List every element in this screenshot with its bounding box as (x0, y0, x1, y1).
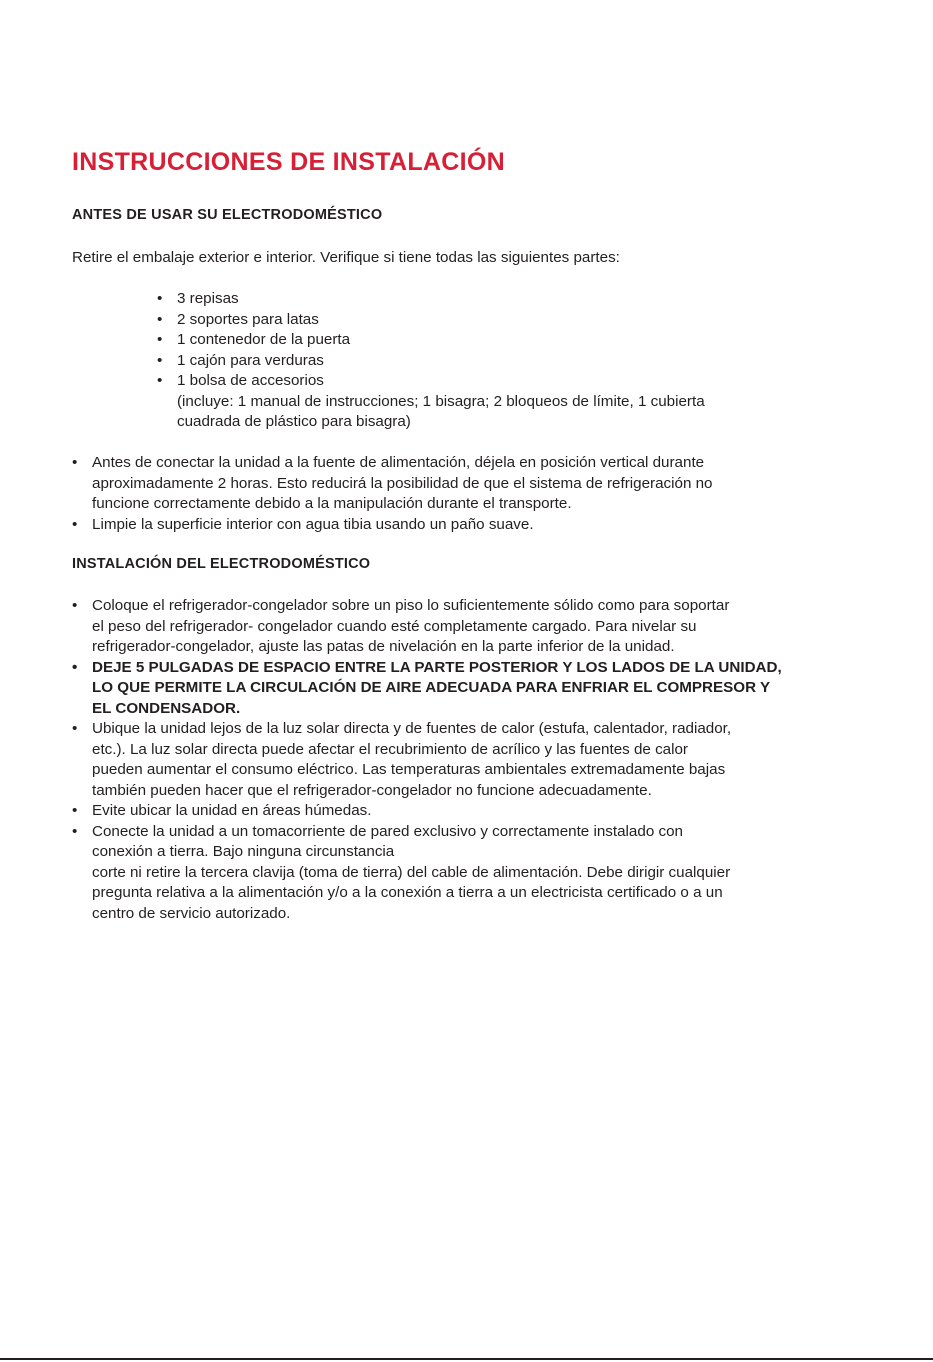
bullet-icon: • (157, 290, 163, 307)
list-item: • 1 bolsa de accesorios (incluye: 1 manual de instrucciones; 1 bisagra; 2 bloqueos de límite, 1 cubierta cuadrada de plástico para bisagra) (157, 371, 817, 433)
bottom-rule (0, 1358, 933, 1360)
accessories-note-line: cuadrada de plástico para bisagra) (177, 413, 411, 430)
bullet-icon: • (72, 822, 78, 840)
list-item: • Evite ubicar la unidad en áreas húmedas. (72, 801, 862, 822)
bullet-icon: • (72, 597, 78, 614)
bullet-icon: • (157, 372, 163, 389)
list-item: • Limpie la superficie interior con agua tibia usando un paño suave. (72, 515, 862, 536)
before-use-bullets (72, 453, 862, 535)
bullet-icon: • (72, 720, 78, 737)
bullet-icon: • (157, 310, 163, 328)
bullet-icon: • (72, 515, 78, 533)
list-item: • Conecte la unidad a un tomacorriente de pared exclusivo y correctamente instalado con conexión a tierra. Bajo ninguna circunstancia corte ni retire la tercera clavija (toma de tierra) del cable de alimentación. Debe dirigir cualquier pregunta relativa a la alimentación y/o a la conexión a tierra a un electricista certificado o a un centro de servicio autorizado. (72, 822, 731, 922)
intro-paragraph: Retire el embalaje exterior e interior. Verifique si tiene todas las siguientes partes: (72, 249, 620, 266)
page-title: INSTRUCCIONES DE INSTALACIÓN (72, 148, 505, 176)
section-heading-before-use: ANTES DE USAR SU ELECTRODOMÉSTICO (72, 207, 383, 223)
bullet-icon: • (157, 351, 163, 369)
bullet-icon: • (72, 658, 78, 676)
list-item: • Coloque el refrigerador-congelador sobre un piso lo suficientemente sólido como para soportar el peso del refrigerador- congelador cuando esté completamente cargado. Para nivelar su refrigerador-congelador, ajuste las patas de nivelación en la parte inferior de la unidad. (72, 597, 730, 655)
list-item: • 1 cajón para verduras (157, 351, 817, 372)
list-item-warning: • DEJE 5 PULGADAS DE ESPACIO ENTRE LA PARTE POSTERIOR Y LOS LADOS DE LA UNIDAD, LO QUE PERMITE LA CIRCULACIÓN DE AIRE ADECUADA PARA ENFRIAR EL COMPRESOR Y EL CONDENSADOR. (72, 658, 782, 717)
list-item: • 3 repisas (157, 289, 817, 310)
list-item: • 1 contenedor de la puerta (157, 330, 817, 351)
list-item: • Ubique la unidad lejos de la luz solar directa y de fuentes de calor (estufa, calentador, radiador, etc.). La luz solar directa puede afectar el recubrimiento de acrílico y las fuentes de calor pueden aumentar el consumo eléctrico. Las temperaturas ambientales extremadamente bajas también pueden hacer que el refrigerador-congelador no funcione adecuadamente. (72, 720, 732, 799)
parts-list (157, 289, 817, 433)
bullet-icon: • (72, 454, 78, 471)
bullet-icon: • (157, 331, 163, 348)
bullet-icon: • (72, 802, 78, 819)
section-heading-installation: INSTALACIÓN DEL ELECTRODOMÉSTICO (72, 556, 371, 572)
list-item: • Antes de conectar la unidad a la fuente de alimentación, déjela en posición vertical durante aproximadamente 2 horas. Esto reducirá la posibilidad de que el sistema de refrigeración no funcione correctamente debido a la manipulación durante el transporte. (72, 454, 713, 512)
installation-bullets (72, 596, 862, 924)
list-item: • 2 soportes para latas (157, 310, 817, 331)
accessories-note-line: (incluye: 1 manual de instrucciones; 1 bisagra; 2 bloqueos de límite, 1 cubierta (177, 392, 705, 410)
